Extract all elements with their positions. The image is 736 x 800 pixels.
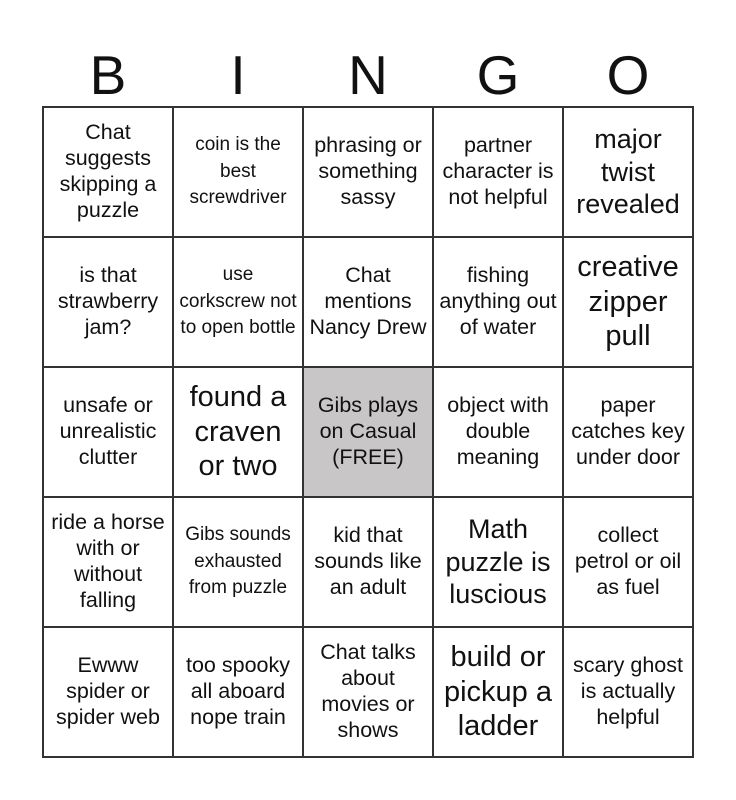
bingo-cell[interactable] [174,628,304,758]
cell-text: Chat suggests skipping a puzzle [59,120,157,222]
cell-text: Gibs plays on Casual (FREE) [317,393,419,469]
cell-text: unsafe or unrealistic clutter [59,393,157,469]
bingo-cell[interactable] [44,108,174,238]
cell-text: paper catches key under door [571,393,685,469]
cell-text: use corkscrew not to open bottle [179,264,297,339]
cell-text: fishing anything out of water [439,263,557,339]
cell-text: Ewww spider or spider web [56,653,160,729]
cell-text: major twist revealed [576,124,680,220]
bingo-cell[interactable] [304,498,434,628]
cell-text: partner character is not helpful [442,133,554,209]
bingo-cell[interactable] [44,628,174,758]
header-letter-o: O [606,44,650,106]
bingo-cell[interactable] [434,238,564,368]
cell-text: too spooky all aboard nope train [186,653,290,729]
bingo-cell[interactable] [564,498,694,628]
bingo-cell[interactable] [564,628,694,758]
cell-text: collect petrol or oil as fuel [574,523,682,599]
bingo-cell[interactable] [304,628,434,758]
bingo-cell[interactable] [564,108,694,238]
cell-text: Math puzzle is luscious [445,514,551,610]
header-letter-g: G [476,44,520,106]
free-space-cell[interactable] [304,368,434,498]
cell-text: ride a horse with or without falling [51,510,165,612]
bingo-cell[interactable] [174,238,304,368]
cell-text: Chat talks about movies or shows [320,640,416,742]
cell-text: Gibs sounds exhausted from puzzle [185,524,291,599]
bingo-cell[interactable] [44,498,174,628]
cell-text: kid that sounds like an adult [314,523,422,599]
bingo-board [42,106,694,758]
cell-text: phrasing or something sassy [314,133,422,209]
cell-text: build or pickup a ladder [443,640,552,743]
cell-text: coin is the best screwdriver [189,134,287,209]
bingo-cell[interactable] [304,238,434,368]
cell-text: creative zipper pull [577,250,679,353]
header-letter-b: B [89,44,127,106]
bingo-cell[interactable] [44,238,174,368]
bingo-cell[interactable] [434,368,564,498]
cell-text: found a craven or two [189,380,287,483]
bingo-header [43,44,693,106]
header-letter-n: N [348,44,388,106]
bingo-cell[interactable] [174,368,304,498]
bingo-cell[interactable] [564,368,694,498]
cell-text: is that strawberry jam? [57,263,159,339]
cell-text: scary ghost is actually helpful [573,653,683,729]
cell-text: Chat mentions Nancy Drew [309,263,427,339]
bingo-cell[interactable] [44,368,174,498]
bingo-cell[interactable] [434,628,564,758]
bingo-cell[interactable] [434,498,564,628]
header-letter-i: I [230,44,246,106]
bingo-cell[interactable] [304,108,434,238]
cell-text: object with double meaning [447,393,549,469]
bingo-cell[interactable] [434,108,564,238]
bingo-cell[interactable] [564,238,694,368]
bingo-cell[interactable] [174,108,304,238]
bingo-cell[interactable] [174,498,304,628]
